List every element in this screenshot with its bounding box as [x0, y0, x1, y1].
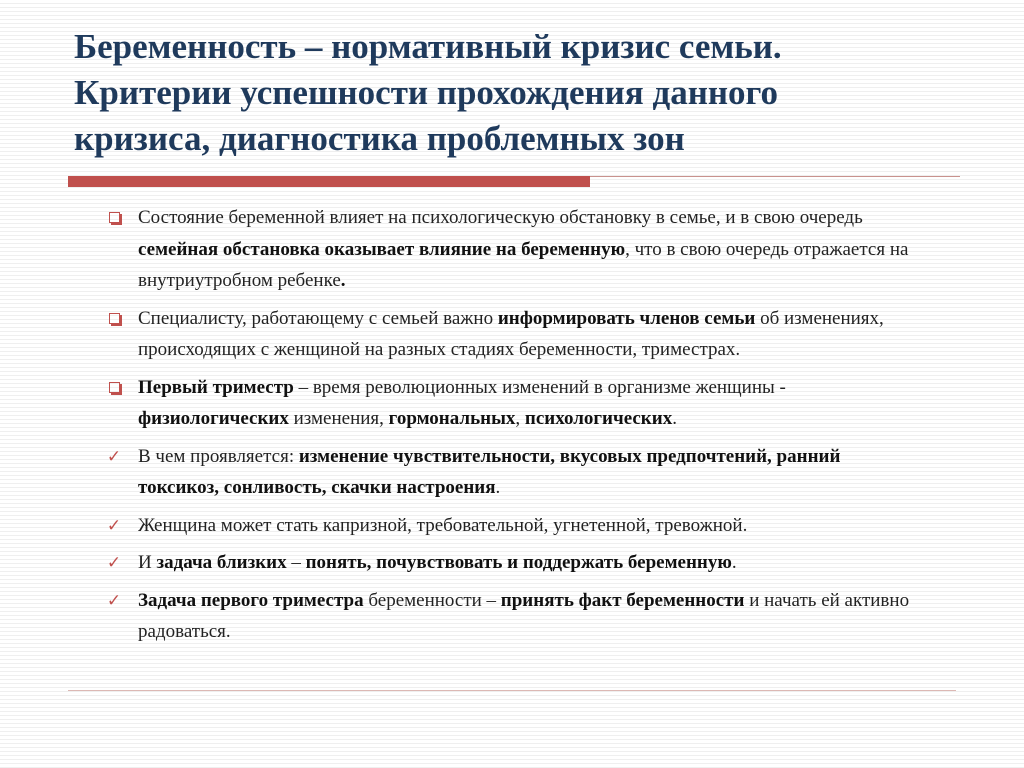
bullet-item — [104, 585, 916, 648]
bullet-text: Специалисту, работающему с семьей важно — [138, 307, 498, 329]
square-bullet-glyph — [109, 313, 120, 324]
bullet-text: И — [138, 552, 157, 573]
bullet-text: беременности – — [363, 589, 501, 611]
square-bullet-glyph — [109, 382, 120, 393]
bullet-text: , что в свою очередь отражается на внутриутробном ребенке — [138, 238, 909, 291]
bullet-text: об изменениях, происходящих с женщиной на разных стадиях беременности, триместрах. — [138, 307, 884, 360]
bullet-emphasis: Первый триместр — [138, 376, 294, 398]
checkmark-icon — [104, 547, 124, 580]
checkmark-glyph: ✓ — [106, 446, 122, 467]
square-bullet-icon — [104, 303, 124, 335]
bullet-item — [104, 372, 916, 435]
bullet-item — [104, 547, 916, 579]
bullet-emphasis: . — [340, 270, 346, 291]
title-line-3: кризиса, диагностика проблемных зон — [74, 119, 685, 158]
checkmark-icon — [104, 585, 124, 618]
bullet-emphasis: задача близких — [156, 552, 287, 573]
square-bullet-icon — [104, 202, 124, 234]
slide-title — [74, 24, 954, 162]
bullet-item — [104, 441, 916, 504]
bullet-emphasis: семейная обстановка оказывает влияние на беременную — [138, 238, 626, 260]
bullet-text: Состояние беременной влияет на психологическую обстановку в семье, и в свою очередь — [138, 207, 863, 228]
bullet-emphasis: гормональных — [388, 408, 516, 429]
bullet-text: В чем проявляется: — [138, 445, 299, 467]
footer-divider-line — [68, 690, 956, 691]
checkmark-glyph: ✓ — [106, 590, 122, 611]
bullet-emphasis: Задача первого триместра — [138, 589, 364, 611]
bullet-list — [104, 202, 916, 654]
square-bullet-glyph — [109, 212, 120, 223]
bullet-emphasis: понять, почувствовать и поддержать беременную — [305, 552, 732, 573]
bullet-text: , — [515, 408, 525, 429]
checkmark-glyph: ✓ — [106, 553, 122, 573]
bullet-text: Женщина может стать капризной, требовательной, угнетенной, тревожной. — [138, 514, 748, 536]
bullet-text: . — [672, 408, 677, 429]
bullet-emphasis: информировать членов семьи — [497, 307, 756, 329]
checkmark-glyph: ✓ — [106, 515, 122, 536]
bullet-text: – время революционных изменений в организме женщины - — [293, 376, 786, 398]
bullet-text: . — [495, 477, 501, 498]
bullet-item — [104, 510, 916, 542]
bullet-item — [104, 303, 916, 366]
title-line-2: Критерии успешности прохождения данного — [74, 73, 779, 112]
bullet-text: – — [286, 552, 306, 573]
bullet-text: изменения, — [288, 408, 389, 429]
bullet-text: и начать ей активно радоваться. — [138, 589, 910, 642]
square-bullet-icon — [104, 372, 124, 404]
title-accent-bar — [68, 176, 590, 187]
title-line-1: Беременность – нормативный кризис семьи. — [74, 27, 782, 66]
bullet-emphasis: изменение чувствительности, вкусовых предпочтений, ранний токсикоз, сонливость, скачки настроения — [138, 445, 841, 498]
bullet-emphasis: психологических — [524, 408, 673, 429]
bullet-text: . — [731, 552, 737, 573]
checkmark-icon — [104, 441, 124, 474]
checkmark-icon — [104, 510, 124, 543]
bullet-item — [104, 202, 916, 297]
bullet-emphasis: физиологических — [138, 408, 289, 429]
bullet-emphasis: принять факт беременности — [500, 589, 745, 611]
